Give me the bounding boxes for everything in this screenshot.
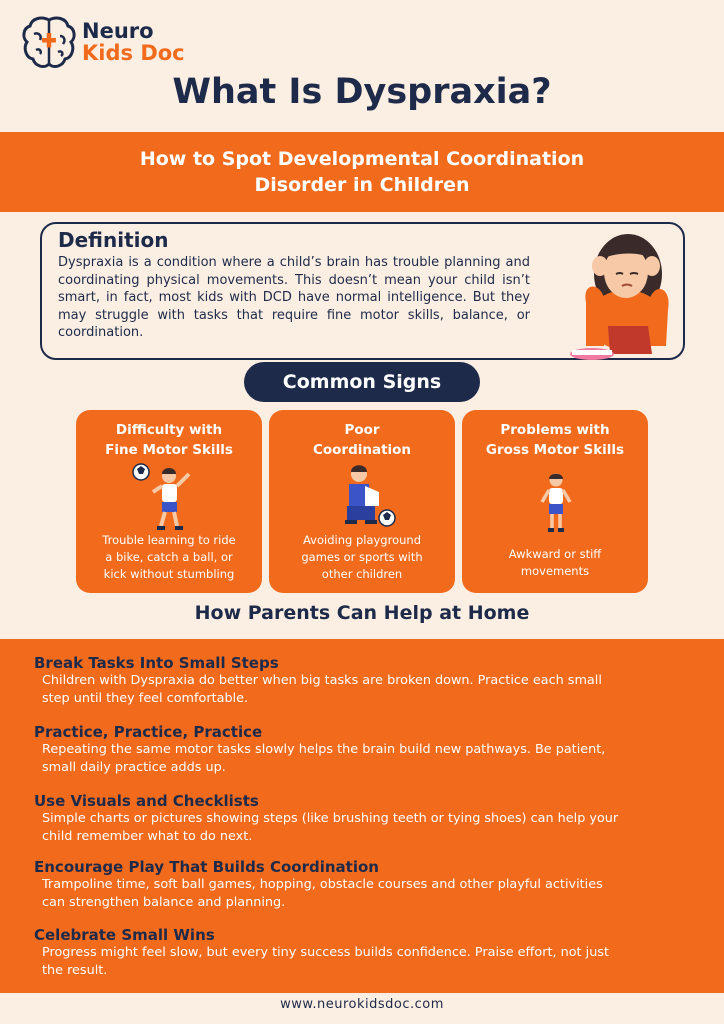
tip-line: Repeating the same motor tasks slowly helps the brain build new pathways. Be patient, [42, 742, 606, 757]
sign-card-desc [277, 532, 447, 583]
sign-card-title [462, 420, 648, 460]
tip-body [34, 810, 694, 846]
page-title: What Is Dyspraxia? [172, 72, 552, 112]
card-title-line: Fine Motor Skills [105, 442, 233, 458]
sign-card-desc [84, 532, 254, 583]
child-ball-illustration [131, 462, 207, 532]
definition-text: Dyspraxia is a condition where a child’s brain has trouble planning and coordinating physical movements. This doesn’t mean your child isn’t smart, in fact, most kids with DCD have normal intelligence. But they may struggle with tasks that require fine motor skills, balance, or coordination. [58, 255, 530, 340]
sitting-child-illustration [335, 462, 399, 528]
sign-card-desc [470, 546, 640, 580]
tip-body [34, 741, 694, 777]
tip-body [34, 876, 694, 912]
tip-heading: Practice, Practice, Practice [34, 723, 263, 741]
footer-url[interactable]: www.neurokidsdoc.com [280, 997, 444, 1012]
tip-visuals [34, 792, 694, 846]
card-title-line: Coordination [312, 442, 412, 458]
sign-card-title [269, 420, 455, 460]
sign-card-gross-motor [462, 410, 648, 593]
card-title-line: Poor [344, 422, 380, 438]
tip-play [34, 858, 694, 912]
card-desc-line: Trouble learning to ride [102, 533, 236, 547]
tip-line: Progress might feel slow, but every tiny success builds confidence. Praise effort, not just [42, 945, 609, 960]
standing-child-illustration [536, 472, 576, 534]
tip-body [34, 672, 694, 708]
sign-card-title [76, 420, 262, 460]
tip-line: step until they feel comfortable. [42, 691, 249, 706]
card-desc-line: a bike, catch a ball, or [105, 550, 233, 564]
tip-body [34, 944, 694, 980]
tip-line: Children with Dyspraxia do better when big tasks are broken down. Practice each small [42, 673, 602, 688]
subtitle-line2: Disorder in Children [254, 174, 470, 196]
brain-logo-icon [20, 14, 78, 72]
help-section-title: How Parents Can Help at Home [194, 602, 530, 624]
definition-title: Definition [58, 228, 169, 252]
subtitle-line1: How to Spot Developmental Coordination [139, 148, 585, 170]
common-signs-label: Common Signs [244, 362, 480, 402]
tip-line: the result. [42, 963, 108, 978]
tip-heading: Use Visuals and Checklists [34, 792, 259, 810]
sign-card-fine-motor [76, 410, 262, 593]
tip-line: Simple charts or pictures showing steps (like brushing teeth or tying shoes) can help your [42, 811, 619, 826]
card-desc-line: other children [321, 567, 403, 581]
logo [20, 14, 200, 76]
card-desc-line: Awkward or stiff [508, 547, 602, 561]
card-desc-line: games or sports with [301, 550, 423, 564]
card-desc-line: movements [520, 564, 590, 578]
tip-heading: Break Tasks Into Small Steps [34, 654, 279, 672]
card-title-line: Problems with [500, 422, 610, 438]
card-title-line: Gross Motor Skills [485, 442, 625, 458]
sad-girl-illustration [560, 222, 690, 362]
help-section [0, 639, 724, 993]
tip-line: child remember what to do next. [42, 829, 253, 844]
sign-card-coordination [269, 410, 455, 593]
card-desc-line: Avoiding playground [302, 533, 421, 547]
subtitle-banner [0, 132, 724, 212]
card-desc-line: kick without stumbling [103, 567, 235, 581]
tip-celebrate [34, 926, 694, 980]
tip-heading: Celebrate Small Wins [34, 926, 215, 944]
logo-name-line1: Neuro [82, 19, 154, 43]
tip-small-steps [34, 654, 694, 708]
tip-line: small daily practice adds up. [42, 760, 226, 775]
tip-heading: Encourage Play That Builds Coordination [34, 858, 379, 876]
tip-practice [34, 723, 694, 777]
card-title-line: Difficulty with [115, 422, 223, 438]
tip-line: can strengthen balance and planning. [42, 895, 286, 910]
logo-name-line2: Kids Doc [82, 41, 185, 65]
tip-line: Trampoline time, soft ball games, hopping, obstacle courses and other playful activities [42, 877, 603, 892]
